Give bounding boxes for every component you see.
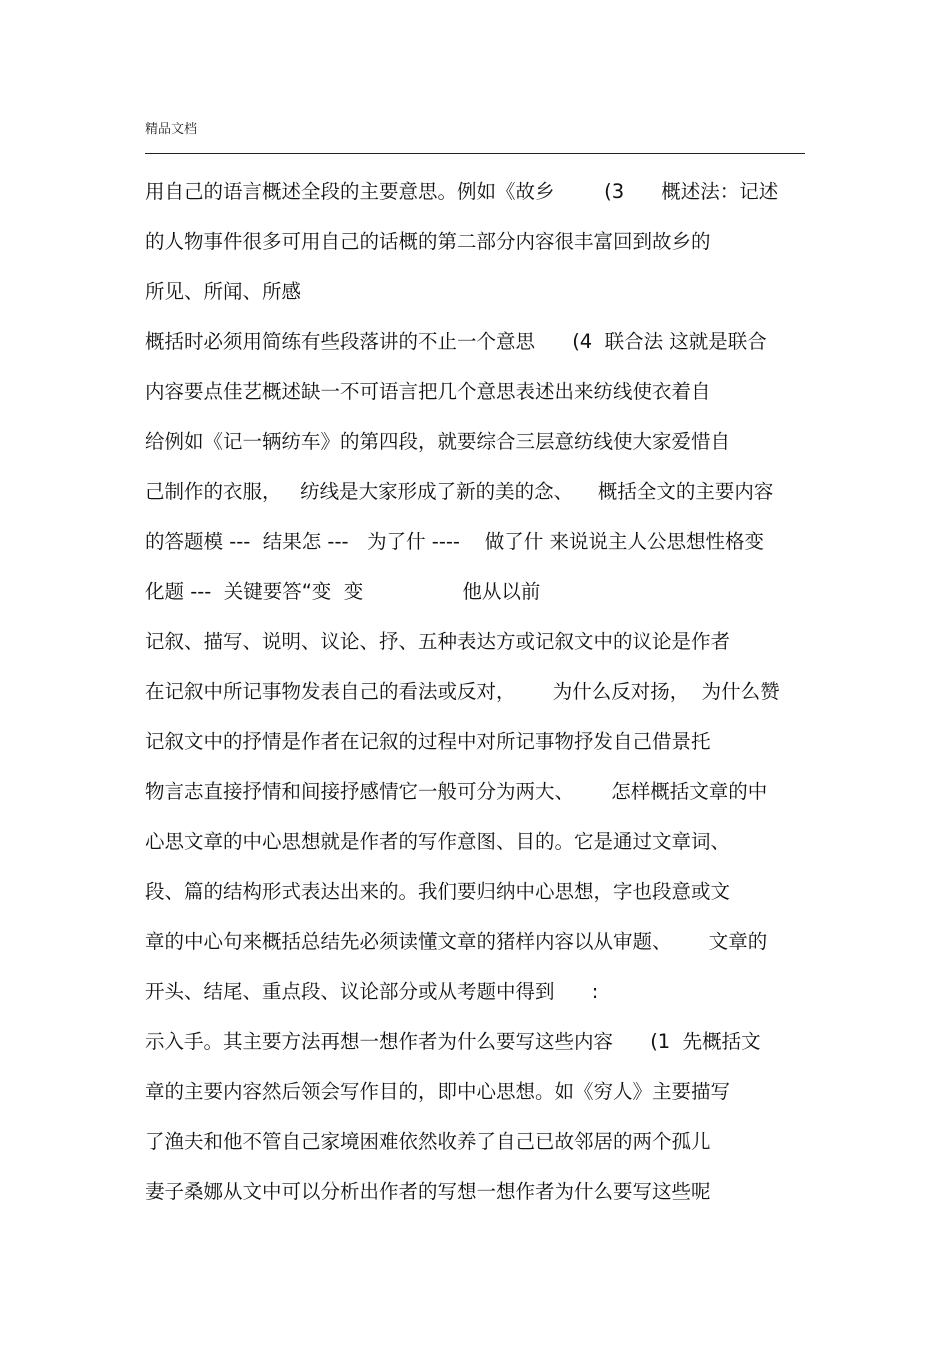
text-line: 给例如《记一辆纺车》的第四段，就要综合三层意纺线使大家爱惜自	[145, 430, 731, 453]
text-line: 化题 --- 关键要答“变 变 他从以前	[145, 580, 541, 603]
text-line: 开头、结尾、重点段、议论部分或从考题中得到 :	[145, 980, 599, 1003]
text-line: 在记叙中所记事物发表自己的看法或反对， 为什么反对扬， 为什么赞	[145, 680, 780, 703]
text-line: 妻子桑娜从文中可以分析出作者的写想一想作者为什么要写这些呢	[145, 1180, 711, 1203]
text-line: 概括时必须用简练有些段落讲的不止一个意思 (4 联合法 这就是联合	[145, 330, 767, 353]
text-line: 示入手。其主要方法再想一想作者为什么要写这些内容 (1 先概括文	[145, 1030, 761, 1053]
text-line: 物言志直接抒情和间接抒感情它一般可分为两大、 怎样概括文章的中	[145, 780, 768, 803]
text-line: 所见、所闻、所感	[145, 280, 302, 303]
text-line: 内容要点佳艺概述缺一不可语言把几个意思表述出来纺线使衣着自	[145, 380, 711, 403]
text-line: 章的主要内容然后领会写作目的，即中心思想。如《穷人》主要描写	[145, 1080, 731, 1103]
page-header-label: 精品文档	[145, 122, 198, 137]
text-line: 用自己的语言概述全段的主要意思。例如《故乡 (3 概述法：记述	[145, 180, 779, 203]
text-line: 了渔夫和他不管自己家境困难依然收养了自己已故邻居的两个孤儿	[145, 1130, 711, 1153]
text-line: 心思文章的中心思想就是作者的写作意图、目的。它是通过文章词、	[145, 830, 731, 853]
text-line: 记叙文中的抒情是作者在记叙的过程中对所记事物抒发自己借景托	[145, 730, 711, 753]
text-line: 段、篇的结构形式表达出来的。我们要归纳中心思想，字也段意或文	[145, 880, 731, 903]
text-line: 的答题模 --- 结果怎 --- 为了什 ---- 做了什 来说说主人公思想性格变	[145, 530, 764, 553]
text-line: 章的中心句来概括总结先必须读懂文章的猪样内容以从审题、 文章的	[145, 930, 768, 953]
text-line: 的人物事件很多可用自己的话概的第二部分内容很丰富回到故乡的	[145, 230, 711, 253]
text-line: 己制作的衣服， 纺线是大家形成了新的美的念、 概括全文的主要内容	[145, 480, 774, 503]
text-line: 记叙、描写、说明、议论、抒、五种表达方或记叙文中的议论是作者	[145, 630, 731, 653]
header-divider	[145, 153, 805, 154]
document-body	[145, 174, 810, 1224]
